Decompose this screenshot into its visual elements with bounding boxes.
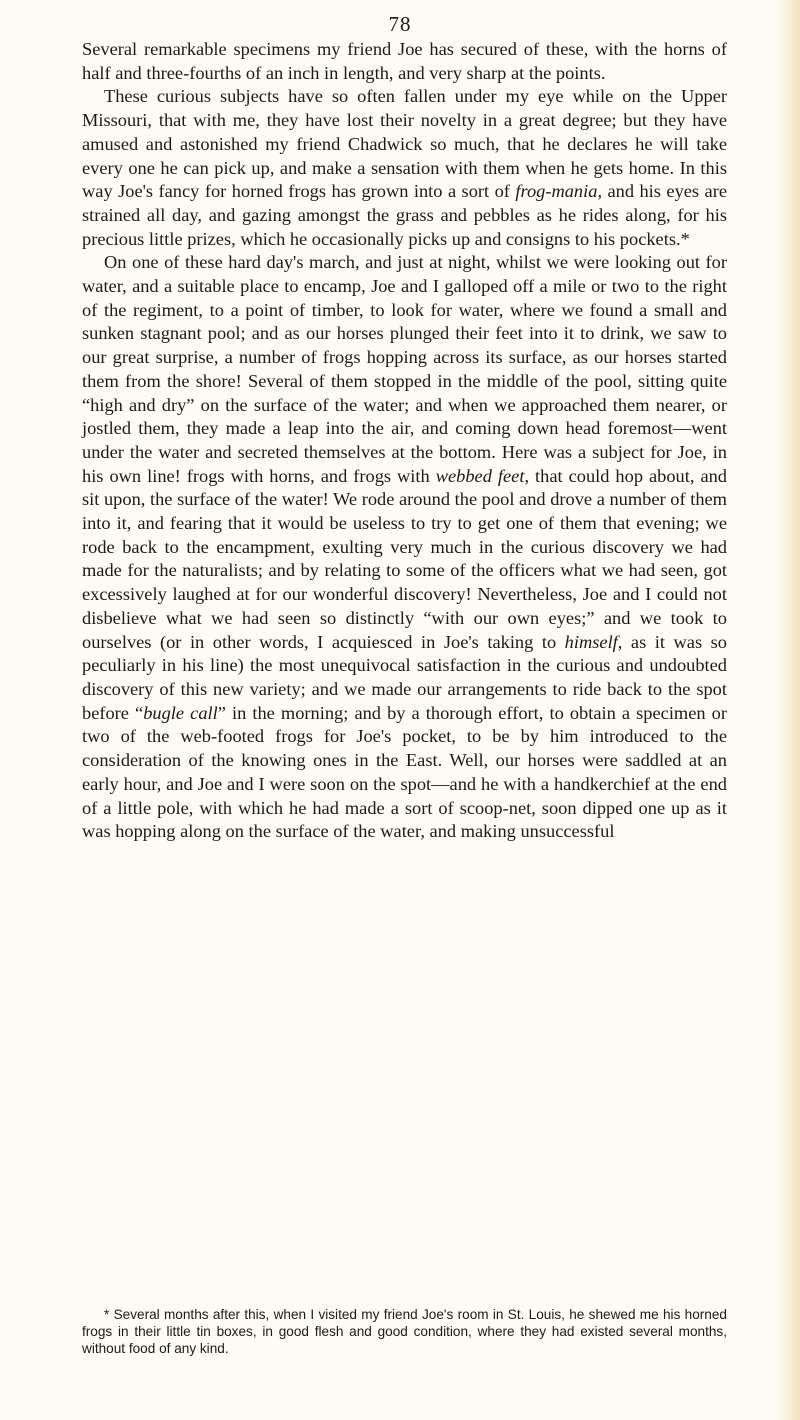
text-run: , that could hop about, and sit upon, the surface of the water! We rode around the pool and drove a number of them into it, and fearing that it would be useless to try to get one of them that evening; we rode back to the encampment, exulting very much in the curious discovery we had made for the naturalists; and by relating to some of the officers what we had seen, got excessively laughed at for our wonderful discovery! Nevertheless, Joe and I could not disbelieve what we had seen so distinctly “with our own eyes;” and we took to ourselves (or in other words, I acquiesced in Joe's taking to	[82, 465, 727, 652]
text-run: Several remarkable specimens my friend Joe has secured of these, with the horns of half and three-fourths of an inch in length, and very sharp at the points.	[82, 39, 727, 83]
italic-text: himself	[564, 631, 618, 652]
text-run: , and his eyes are strained all day, and gazing amongst the grass and pebbles as he rides along, for his precious little prizes, which he occasionally picks up and consigns to his pockets.*	[82, 181, 727, 249]
footnote: * Several months after this, when I visited my friend Joe's room in St. Louis, he shewed me his horned frogs in their little tin boxes, in good flesh and good condition, where they had existed several months, without food of any kind.	[82, 1307, 727, 1356]
text-run: ” in the morning; and by a thorough effort, to obtain a specimen or two of the web-footed frogs for Joe's pocket, to be by him introduced to the consideration of the knowing ones in the East. Well, our horses were saddled at an early hour, and Joe and I were soon on the spot—and he with a handkerchief at the end of a little pole, with which he had made a sort of scoop-net, soon dipped one up as it was hopping along on the surface of the water, and making unsuccessful	[82, 702, 727, 842]
text-run: , as it was so peculiarly in his line) the most unequivocal satisfaction in the curious and undoubted discovery of this new variety; and we made our arrangements to ride back to the spot before “	[82, 631, 727, 723]
italic-text: bugle call	[143, 702, 218, 723]
italic-text: frog-mania	[515, 181, 598, 202]
paragraph	[82, 251, 727, 844]
paragraph	[82, 85, 727, 251]
text-run: On one of these hard day's march, and just at night, whilst we were looking out for water, and a suitable place to encamp, Joe and I galloped off a mile or two to the right of the regiment, to a point of timber, to look for water, where we found a small and sunken stagnant pool; and as our horses plunged their feet into it to drink, we saw to our great surprise, a number of frogs hopping across its surface, as our horses started them from the shore! Several of them stopped in the middle of the pool, sitting quite “high and dry” on the surface of the water; and when we approached them nearer, or jostled them, they made a leap into the air, and coming down head foremost—went under the water and secreted themselves at the bottom. Here was a subject for Joe, in his own line! frogs with horns, and frogs with	[82, 252, 727, 486]
page-number: 78	[388, 12, 412, 36]
italic-text: webbed feet	[435, 465, 525, 486]
body-text	[82, 38, 727, 844]
text-run: These curious subjects have so often fallen under my eye while on the Upper Missouri, that with me, they have lost their novelty in a great degree; but they have amused and astonished my friend Chadwick so much, that he declares he will take every one he can pick up, and make a sensation with them when he gets home. In this way Joe's fancy for horned frogs has grown into a sort of	[82, 86, 727, 202]
page-edge-shading	[778, 0, 800, 1420]
paragraph	[82, 38, 727, 85]
